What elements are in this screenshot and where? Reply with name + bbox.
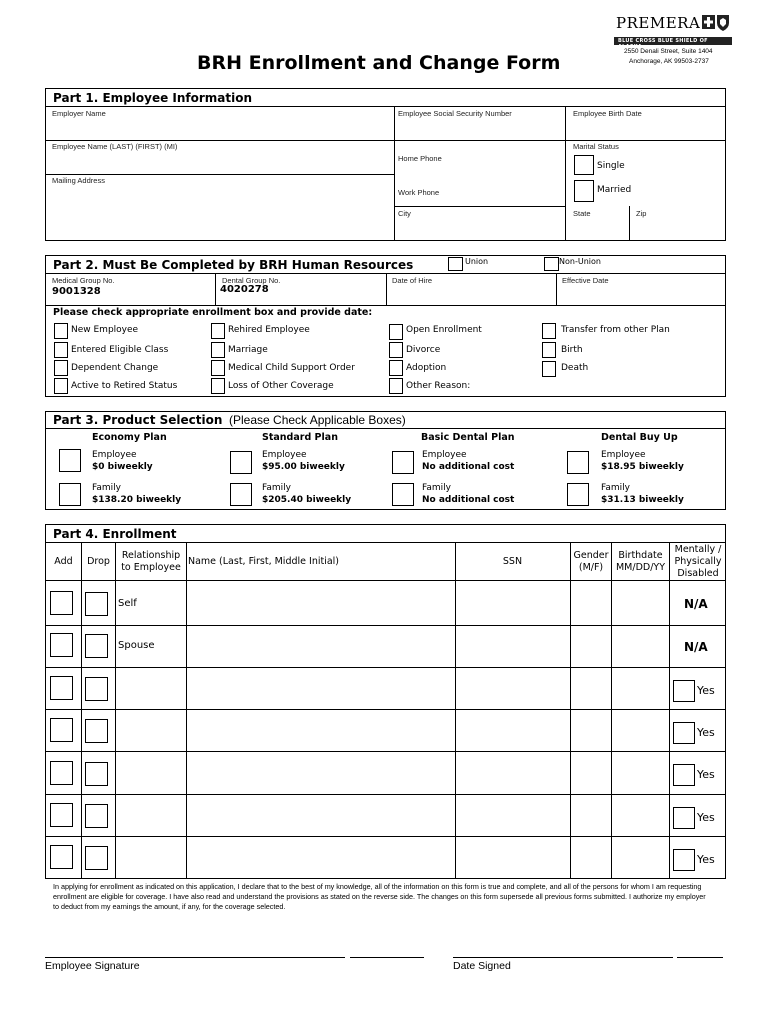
relationship-spouse: Spouse (118, 640, 155, 651)
dental-buy-up-employee-checkbox[interactable] (567, 451, 589, 474)
part3-subtitle: (Please Check Applicable Boxes) (229, 413, 406, 427)
basic-dental-employee-price: No additional cost (422, 462, 515, 472)
add-checkbox[interactable] (50, 845, 73, 869)
standard-family-option (262, 482, 351, 506)
economy-employee-checkbox[interactable] (59, 449, 81, 472)
disabled-yes-checkbox[interactable] (673, 807, 695, 829)
zip-label: Zip (636, 209, 647, 218)
death-checkbox[interactable] (542, 361, 556, 377)
date-signed-field[interactable] (453, 935, 723, 956)
birth-date-label: Employee Birth Date (573, 109, 642, 118)
standard-plan-title: Standard Plan (262, 432, 338, 443)
disabled-yes-label: Yes (697, 726, 715, 739)
rehired-employee-checkbox[interactable] (211, 323, 225, 339)
employee-signature-label: Employee Signature (45, 960, 140, 972)
eligible-class-label: Entered Eligible Class (71, 345, 169, 355)
standard-employee-label: Employee (262, 450, 307, 460)
dental-group-label: Dental Group No. (222, 276, 281, 285)
dental-buy-up-employee-label: Employee (601, 450, 646, 460)
retired-status-checkbox[interactable] (54, 378, 68, 394)
add-checkbox[interactable] (50, 591, 73, 615)
drop-checkbox[interactable] (85, 592, 108, 616)
add-checkbox[interactable] (50, 676, 73, 700)
disabled-yes-label: Yes (697, 853, 715, 866)
city-label: City (398, 209, 411, 218)
transfer-plan-label: Transfer from other Plan (561, 325, 670, 335)
drop-checkbox[interactable] (85, 719, 108, 743)
blue-cross-shield-icon (702, 15, 730, 31)
marriage-checkbox[interactable] (211, 342, 225, 358)
open-enrollment-label: Open Enrollment (406, 325, 482, 335)
add-checkbox[interactable] (50, 761, 73, 785)
child-support-checkbox[interactable] (211, 360, 225, 376)
adoption-checkbox[interactable] (389, 360, 403, 376)
home-phone-field[interactable] (395, 163, 564, 173)
col-disabled: Mentally / Physically Disabled (674, 544, 722, 579)
medical-group-label: Medical Group No. (52, 276, 115, 285)
birth-label: Birth (561, 345, 583, 355)
new-employee-label: New Employee (71, 325, 139, 335)
dependent-change-label: Dependent Change (71, 363, 159, 373)
non-union-label: Non-Union (559, 257, 601, 266)
non-union-checkbox[interactable] (544, 257, 559, 271)
married-checkbox[interactable] (574, 180, 594, 202)
col-drop: Drop (87, 556, 110, 567)
disabled-yes-checkbox[interactable] (673, 680, 695, 702)
disabled-yes-label: Yes (697, 768, 715, 781)
dental-buy-up-family-checkbox[interactable] (567, 483, 589, 506)
economy-family-price: $138.20 biweekly (92, 495, 182, 505)
standard-family-price: $205.40 biweekly (262, 495, 352, 505)
standard-employee-checkbox[interactable] (230, 451, 252, 474)
add-checkbox[interactable] (50, 803, 73, 827)
part4-title: Part 4. Enrollment (53, 527, 177, 541)
mailing-address-label: Mailing Address (52, 176, 105, 185)
home-phone-label: Home Phone (398, 154, 442, 163)
single-checkbox[interactable] (574, 155, 594, 175)
economy-plan-title: Economy Plan (92, 432, 167, 443)
disabled-na: N/A (684, 640, 708, 654)
employer-name-label: Employer Name (52, 109, 106, 118)
disabled-yes-label: Yes (697, 811, 715, 824)
single-label: Single (597, 161, 625, 171)
drop-checkbox[interactable] (85, 677, 108, 701)
transfer-plan-checkbox[interactable] (542, 323, 556, 339)
basic-dental-employee-checkbox[interactable] (392, 451, 414, 474)
signature-line (45, 957, 345, 958)
part2-title: Part 2. Must Be Completed by BRH Human Resources (53, 258, 414, 272)
state-label: State (573, 209, 591, 218)
employer-name-field[interactable] (46, 118, 393, 139)
part4-section (45, 524, 726, 879)
basic-dental-employee-option (422, 449, 514, 473)
signature-line-extension (350, 957, 424, 958)
adoption-label: Adoption (406, 363, 447, 373)
city-field[interactable] (395, 218, 564, 240)
dental-group-value: 4020278 (220, 284, 269, 295)
medical-group-value: 9001328 (52, 286, 101, 297)
disabled-yes-checkbox[interactable] (673, 764, 695, 786)
form-title: BRH Enrollment and Change Form (197, 52, 561, 74)
add-checkbox[interactable] (50, 633, 73, 657)
standard-employee-option (262, 449, 345, 473)
address-line-2: Anchorage, AK 99503-2737 (629, 58, 709, 65)
divorce-checkbox[interactable] (389, 342, 403, 358)
basic-dental-plan-title: Basic Dental Plan (421, 432, 515, 443)
birth-checkbox[interactable] (542, 342, 556, 358)
union-label: Union (465, 257, 489, 266)
child-support-label: Medical Child Support Order (228, 363, 355, 373)
part3-title: Part 3. Product Selection (53, 413, 223, 427)
other-reason-checkbox[interactable] (389, 378, 403, 394)
divorce-label: Divorce (406, 345, 441, 355)
death-label: Death (561, 363, 589, 373)
date-line (453, 957, 673, 958)
economy-employee-price: $0 biweekly (92, 462, 153, 472)
married-label: Married (597, 185, 632, 195)
address-line-1: 2550 Denali Street, Suite 1404 (624, 48, 713, 55)
drop-checkbox[interactable] (85, 634, 108, 658)
economy-employee-option (92, 449, 153, 473)
economy-family-checkbox[interactable] (59, 483, 81, 506)
ssn-label: Employee Social Security Number (398, 109, 512, 118)
open-enrollment-checkbox[interactable] (389, 324, 403, 340)
work-phone-label: Work Phone (398, 188, 440, 197)
date-of-hire-field[interactable] (387, 285, 555, 304)
part1-title: Part 1. Employee Information (53, 91, 253, 105)
economy-employee-label: Employee (92, 450, 137, 460)
enrollment-instruction: Please check appropriate enrollment box and provide date: (53, 307, 373, 318)
dependent-change-checkbox[interactable] (54, 360, 68, 376)
declaration-text: In applying for enrollment as indicated on this application, I declare that to the best of my knowledge, all of the information on this form is true and complete, and all of the persons for whom I am requesting enrollment are eligible for coverage. I have also read and understand the provisions as stated on the reverse side. The changes on this form supersede all previous forms submitted. I authorize my employer to deduct from my earnings the amount, if any, for the coverage selected. (53, 882, 706, 911)
marriage-label: Marriage (228, 345, 268, 355)
col-ssn: SSN (502, 556, 523, 567)
premera-logo (614, 14, 732, 48)
dental-buy-up-title: Dental Buy Up (601, 432, 678, 443)
disabled-na: N/A (684, 597, 708, 611)
disabled-yes-checkbox[interactable] (673, 849, 695, 871)
rehired-employee-label: Rehired Employee (228, 325, 310, 335)
col-name: Name (Last, First, Middle Initial) (188, 556, 340, 567)
union-checkbox[interactable] (448, 257, 463, 271)
standard-family-label: Family (262, 483, 291, 493)
standard-employee-price: $95.00 biweekly (262, 462, 345, 472)
effective-date-label: Effective Date (562, 276, 609, 285)
state-field[interactable] (566, 218, 628, 240)
economy-family-label: Family (92, 483, 121, 493)
loss-coverage-checkbox[interactable] (211, 378, 225, 394)
col-birthdate: Birthdate MM/DD/YY (615, 550, 666, 573)
basic-dental-family-label: Family (422, 483, 451, 493)
dental-buy-up-family-option (601, 482, 684, 506)
col-gender: Gender (M/F) (573, 550, 609, 573)
col-add: Add (54, 556, 73, 567)
logo-subtext: BLUE CROSS BLUE SHIELD OF ALASKA (618, 37, 708, 50)
basic-dental-family-checkbox[interactable] (392, 483, 414, 506)
effective-date-field[interactable] (557, 285, 725, 304)
disabled-yes-checkbox[interactable] (673, 722, 695, 744)
mailing-address-field[interactable] (46, 185, 393, 240)
dental-buy-up-family-label: Family (601, 483, 630, 493)
employee-name-field[interactable] (46, 150, 393, 173)
other-reason-label: Other Reason: (406, 381, 471, 391)
basic-dental-family-price: No additional cost (422, 495, 515, 505)
basic-dental-employee-label: Employee (422, 450, 467, 460)
economy-family-option (92, 482, 181, 506)
birth-date-field[interactable] (566, 118, 725, 139)
employee-name-label: Employee Name (LAST) (FIRST) (MI) (52, 142, 178, 151)
dental-buy-up-employee-option (601, 449, 684, 473)
loss-coverage-label: Loss of Other Coverage (228, 381, 334, 391)
work-phone-field[interactable] (395, 196, 564, 205)
dental-buy-up-family-price: $31.13 biweekly (601, 495, 684, 505)
dental-buy-up-employee-price: $18.95 biweekly (601, 462, 684, 472)
logo-text: PREMERA (616, 14, 701, 32)
standard-family-checkbox[interactable] (230, 483, 252, 506)
relationship-self: Self (118, 598, 137, 609)
eligible-class-checkbox[interactable] (54, 342, 68, 358)
drop-checkbox[interactable] (85, 762, 108, 786)
zip-field[interactable] (630, 218, 725, 240)
col-relationship: Relationship to Employee (121, 550, 181, 573)
drop-checkbox[interactable] (85, 804, 108, 828)
disabled-yes-label: Yes (697, 684, 715, 697)
employee-signature-field[interactable] (45, 935, 424, 956)
basic-dental-family-option (422, 482, 514, 506)
date-signed-label: Date Signed (453, 960, 511, 972)
new-employee-checkbox[interactable] (54, 323, 68, 339)
retired-status-label: Active to Retired Status (71, 381, 178, 391)
marital-status-label: Marital Status (573, 142, 619, 151)
date-line-extension (677, 957, 723, 958)
date-of-hire-label: Date of Hire (392, 276, 433, 285)
ssn-field[interactable] (395, 118, 564, 139)
add-checkbox[interactable] (50, 718, 73, 742)
drop-checkbox[interactable] (85, 846, 108, 870)
